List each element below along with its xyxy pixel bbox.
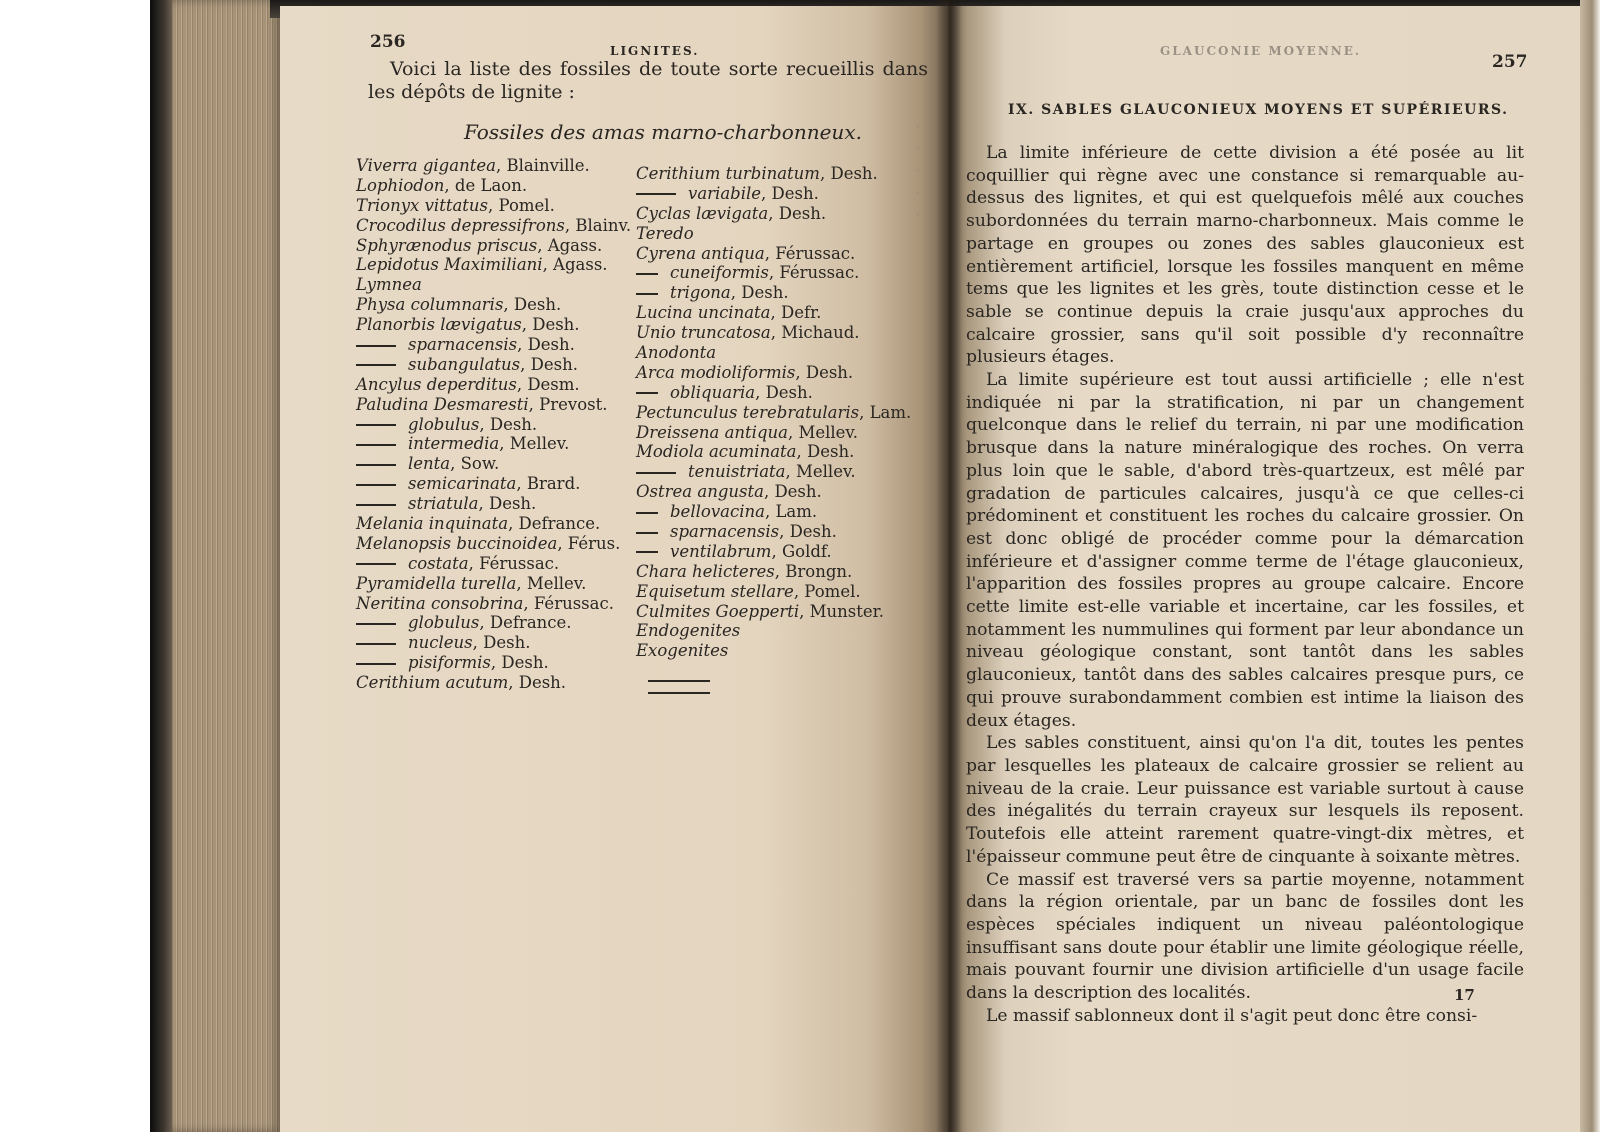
fossil-entry: [356, 375, 631, 395]
species-name: Physa columnaris: [356, 295, 504, 315]
signature-mark: 17: [1454, 986, 1475, 1004]
species-name: Endogenites: [636, 621, 741, 641]
species-authority: , Desh.: [520, 354, 578, 374]
species-name: Ostrea angusta: [636, 482, 764, 502]
page-edges: [172, 0, 282, 1132]
paragraph-3: Les sables constituent, ainsi qu'on l'a dit, toutes les pentes par lesquelles les plateaux de calcaire grossier se relient au niveau de la craie. Leur puissance est variable surtout à cause des inégalités du terrain crayeux sur lesquels ils reposent. Toutefois elle atteint rarement quatre-vingt-dix mètres, et l'épaisseur commune peut être de cinquante à soixante mètres.: [966, 733, 1524, 867]
species-name: semicarinata: [408, 474, 517, 494]
fossil-entry: [356, 534, 631, 554]
fossil-entry: [356, 355, 631, 375]
ditto-dash: [636, 472, 676, 474]
ditto-dash: [356, 464, 396, 466]
species-name: intermedia: [408, 434, 500, 454]
species-name: Modiola acuminata: [636, 442, 797, 462]
fossil-entry: [356, 653, 631, 673]
species-authority: , Defrance.: [479, 613, 572, 633]
fossil-entry: [636, 283, 911, 303]
species-name: Ancylus deperditus: [356, 374, 517, 394]
ditto-dash: [356, 484, 396, 486]
species-name: Pyramidella turella: [356, 573, 517, 593]
bleed-through: · · · · ·: [914, 117, 920, 224]
fossil-entry: [356, 415, 631, 435]
fossil-entry: [356, 335, 631, 355]
fossil-entry: [356, 275, 631, 295]
fossil-column-2: [636, 164, 911, 661]
species-name: Crocodilus depressifrons: [356, 215, 565, 235]
species-name: Cyclas lævigata: [636, 203, 769, 223]
species-authority: , Brard.: [516, 474, 581, 494]
species-authority: , Desh.: [472, 633, 531, 653]
species-name: Melania inquinata: [356, 514, 509, 534]
fossil-entry: [636, 303, 911, 323]
fossil-column-1: [356, 156, 631, 693]
fossil-entry: [636, 502, 911, 522]
species-name: Lepidotus Maximiliani: [356, 255, 543, 275]
fossil-entry: [356, 574, 631, 594]
ditto-dash: [636, 512, 658, 514]
species-authority: , Desh.: [795, 362, 854, 382]
species-authority: , Goldf.: [771, 541, 832, 561]
right-page-edge: [1580, 0, 1600, 1132]
species-authority: , Férus.: [557, 533, 621, 553]
ditto-dash: [356, 643, 396, 645]
fossil-entry: [636, 462, 911, 482]
species-name: Teredo: [636, 223, 694, 243]
species-authority: , Desh.: [490, 653, 549, 673]
species-name: globulus: [408, 414, 480, 434]
species-name: Cyrena antiqua: [636, 243, 765, 263]
species-name: lenta: [408, 454, 451, 474]
species-authority: , Prevost.: [528, 394, 608, 414]
species-name: cuneiformis: [670, 263, 769, 283]
right-page-number: 257: [1492, 52, 1528, 72]
species-name: subangulatus: [408, 354, 521, 374]
species-name: tenuistriata: [688, 462, 786, 482]
paragraph-2: La limite supérieure est tout aussi artificielle ; elle n'est indiquée ni par la stratification, ni par un changement quelconque dans le relief du terrain, ni par une modification brusque dans la nature minéralogique des roches. On verra plus loin que le sable, d'abord très-quartzeux, est mêlé par gradation de particules calcaires, jusqu'à ce que celles-ci prédominent et constituent les roches du calcaire grossier. On est donc obligé de procéder comme pour la démarcation inférieure et d'assigner comme terme de l'étage glauconieux, l'apparition des fossiles propres au groupe calcaire. Encore cette limite est-elle variable et incertaine, car les fossiles, et notamment les nummulines qui forment par leur abondance un niveau géologique constant, sont tantôt dans les sables glauconieux, tantôt dans des sables calcaires presque purs, ce qui prouve surabondamment combien est intime la liaison des deux étages.: [966, 370, 1524, 731]
species-name: bellovacina: [670, 502, 765, 522]
ditto-dash: [356, 504, 396, 506]
species-authority: , Desh.: [521, 315, 580, 335]
ditto-dash: [636, 532, 658, 534]
species-name: Cerithium acutum: [356, 673, 509, 693]
species-authority: , Mellev.: [516, 573, 587, 593]
species-name: Paludina Desmaresti: [356, 394, 529, 414]
species-name: Neritina consobrina: [356, 593, 524, 613]
species-authority: , Férussac.: [764, 243, 856, 263]
species-authority: , Brongn.: [774, 561, 853, 581]
ditto-dash: [636, 273, 658, 275]
fossil-entry: [636, 244, 911, 264]
species-authority: , Desh.: [730, 283, 789, 303]
species-authority: , Pomel.: [488, 195, 555, 215]
fossil-entry: [356, 673, 631, 693]
species-name: Arca modioliformis: [636, 362, 796, 382]
fossil-entry: [636, 442, 911, 462]
ditto-dash: [356, 364, 396, 366]
species-authority: , Lam.: [859, 402, 912, 422]
fossil-entry: [356, 514, 631, 534]
fossil-entry: [636, 403, 911, 423]
species-name: trigona: [670, 283, 731, 303]
section-title: IX. SABLES GLAUCONIEUX MOYENS ET SUPÉRIEURS.: [1008, 102, 1509, 118]
species-name: Planorbis lævigatus: [356, 315, 522, 335]
species-authority: , Defr.: [770, 303, 822, 323]
species-authority: , de Laon.: [444, 175, 528, 195]
book-gutter: [936, 0, 962, 1132]
fossil-entry: [636, 323, 911, 343]
fossil-entry: [636, 363, 911, 383]
ditto-dash: [356, 444, 396, 446]
ditto-dash: [636, 551, 658, 553]
species-name: striatula: [408, 494, 479, 514]
species-name: ventilabrum: [670, 541, 772, 561]
right-running-head: GLAUCONIE MOYENNE.: [1160, 44, 1362, 58]
species-authority: , Desh.: [479, 414, 538, 434]
fossil-entry: [636, 184, 911, 204]
fossil-entry: [636, 423, 911, 443]
fossil-entry: [636, 383, 911, 403]
species-name: pisiformis: [408, 653, 491, 673]
species-name: Cerithium turbinatum: [636, 164, 820, 183]
fossil-entry: [356, 633, 631, 653]
fossil-entry: [356, 434, 631, 454]
species-name: sparnacensis: [670, 522, 780, 542]
paragraph-1: La limite inférieure de cette division a été posée au lit coquillier qui règne avec une constance si remarquable au-dessus des lignites, et qui est quelquefois mêlé aux couches subordonnées du terrain marno-charbonneux. Mais comme le partage en groupes ou zones des sables glauconieux est entièrement artificiel, lorsque les fossiles manquent en même tems que les lignites et les grès, toute distinction cesse et le sable se continue depuis la craie jusqu'aux approches du calcaire grossier, sans qu'il soit possible d'y reconnaître plusieurs étages.: [966, 143, 1524, 368]
fossil-entry: [636, 224, 911, 244]
book-cover-shadow: [150, 0, 172, 1132]
fossil-entry: [356, 395, 631, 415]
fossil-entry: [636, 263, 911, 283]
fossil-entry: [636, 562, 911, 582]
species-authority: , Mellev.: [787, 422, 859, 442]
species-name: Melanopsis buccinoidea: [356, 533, 558, 553]
fossil-entry: [356, 494, 631, 514]
species-authority: , Desh.: [796, 442, 855, 462]
species-authority: , Férussac.: [768, 263, 860, 283]
fossil-entry: [636, 343, 911, 363]
ditto-dash: [356, 663, 396, 665]
paragraph-4: Ce massif est traversé vers sa partie moyenne, notamment dans la région orientale, par un banc de fossiles dont les espèces spéciales indiquent un niveau paléontologique insuffisant sans doute pour établir une limite géologique réelle, mais pouvant fournir une division artificielle d'un usage facile dans la description des localités.: [966, 869, 1524, 1004]
species-authority: , Desh.: [503, 295, 562, 315]
species-name: Sphyrænodus priscus: [356, 235, 538, 255]
species-authority: , Desh.: [755, 382, 813, 402]
species-authority: , Mellev.: [499, 434, 570, 454]
species-authority: , Férussac.: [468, 553, 560, 573]
species-authority: , Sow.: [450, 454, 500, 474]
fossil-entry: [356, 454, 631, 474]
species-name: nucleus: [408, 633, 473, 653]
species-name: costata: [408, 553, 469, 573]
fossil-entry: [636, 164, 911, 184]
species-authority: , Desh.: [761, 183, 819, 203]
species-name: Lymnea: [356, 275, 422, 295]
closing-rules: [648, 680, 710, 704]
species-authority: , Desm.: [516, 374, 580, 394]
ditto-dash: [636, 293, 658, 295]
species-authority: , Desh.: [508, 673, 567, 693]
fossil-entry: [636, 204, 911, 224]
fossil-entry: [636, 542, 911, 562]
fossil-entry: [356, 255, 631, 275]
species-authority: , Agass.: [542, 255, 608, 275]
species-authority: , Férussac.: [523, 593, 614, 613]
ditto-dash: [356, 345, 396, 347]
species-name: Pectunculus terebratularis: [636, 402, 860, 422]
fossil-entry: [356, 613, 631, 633]
species-name: Dreissena antiqua: [636, 422, 788, 442]
species-name: Chara helicteres: [636, 561, 775, 581]
ditto-dash: [636, 392, 658, 394]
fossil-entry: [356, 474, 631, 494]
fossil-entry: [356, 315, 631, 335]
ditto-dash: [356, 563, 396, 565]
fossil-entry: [356, 196, 631, 216]
species-authority: , Desh.: [779, 522, 837, 542]
species-authority: , Munster.: [799, 601, 884, 621]
fossil-entry: [356, 236, 631, 256]
species-name: Viverra gigantea: [356, 156, 496, 175]
ditto-dash: [356, 424, 396, 426]
species-name: Culmites Goepperti: [636, 601, 800, 621]
species-authority: , Mellev.: [785, 462, 856, 482]
species-name: Anodonta: [636, 343, 717, 363]
ditto-dash: [636, 193, 676, 195]
fossil-entry: [636, 621, 911, 641]
species-name: Exogenites: [636, 641, 729, 661]
fossil-entry: [356, 554, 631, 574]
species-authority: , Michaud.: [770, 323, 860, 343]
species-name: Lucina uncinata: [636, 303, 771, 323]
intro-text: Voici la liste des fossiles de toute sorte recueillis dans les dépôts de lignite :: [368, 58, 928, 103]
species-name: globulus: [408, 613, 480, 633]
ditto-dash: [356, 623, 396, 625]
list-title: Fossiles des amas marno-charbonneux.: [464, 120, 862, 144]
fossil-entry: [636, 522, 911, 542]
species-authority: , Desh.: [517, 335, 575, 355]
species-name: Unio truncatosa: [636, 323, 771, 343]
body-text: [966, 142, 1524, 1027]
species-authority: , Lam.: [764, 502, 818, 522]
fossil-entry: [636, 641, 911, 661]
species-name: Trionyx vittatus: [356, 195, 489, 215]
fossil-entry: [636, 482, 911, 502]
species-name: Lophiodon: [356, 175, 445, 195]
species-authority: , Desh.: [819, 164, 878, 183]
species-name: variabile: [688, 183, 762, 203]
species-name: Equisetum stellare: [636, 581, 794, 601]
fossil-entry: [356, 176, 631, 196]
species-authority: , Desh.: [763, 482, 822, 502]
species-authority: , Defrance.: [508, 514, 601, 534]
species-name: sparnacensis: [408, 335, 518, 355]
species-authority: , Desh.: [768, 203, 827, 223]
species-authority: , Blainv.: [564, 215, 632, 235]
species-name: obliquaria: [670, 382, 756, 402]
fossil-entry: [356, 216, 631, 236]
fossil-entry: [356, 295, 631, 315]
fossil-entry: [356, 156, 631, 176]
fossil-entry: [636, 582, 911, 602]
fossil-entry: [356, 594, 631, 614]
fossil-entry: [636, 602, 911, 622]
species-authority: , Pomel.: [793, 581, 861, 601]
species-authority: , Blainville.: [495, 156, 590, 175]
left-running-head: LIGNITES.: [610, 44, 700, 58]
paragraph-5: Le massif sablonneux dont il s'agit peut donc être consi-: [986, 1005, 1478, 1026]
left-page-number: 256: [370, 32, 406, 52]
species-authority: , Agass.: [537, 235, 603, 255]
species-authority: , Desh.: [478, 494, 537, 514]
